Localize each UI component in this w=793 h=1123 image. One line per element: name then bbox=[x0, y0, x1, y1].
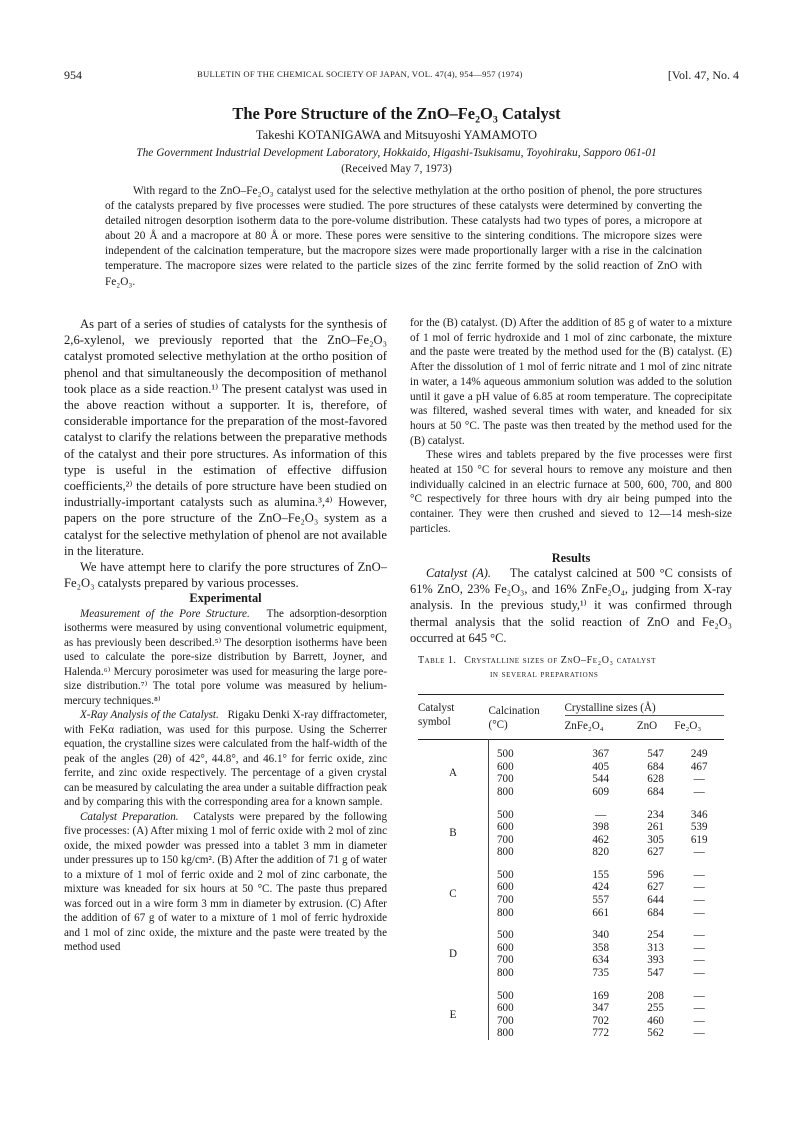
fe2o3-size-cell: 467 bbox=[690, 760, 708, 773]
znfe2o4-size-cell: 358 bbox=[592, 941, 609, 954]
fe2o3-size-cell: 346 bbox=[690, 808, 708, 821]
znfe2o4-size-cell: 820 bbox=[592, 846, 609, 859]
table-caption-line2: in several preparations bbox=[490, 668, 599, 680]
znfe2o4-size-cell: 347 bbox=[592, 1002, 609, 1015]
calcination-temp-cell: 600 bbox=[489, 942, 565, 955]
catalyst-a-paragraph bbox=[410, 565, 732, 645]
calcination-temp-cell: 600 bbox=[489, 1002, 565, 1015]
zno-size-cell: 684 bbox=[647, 906, 664, 919]
abstract: With regard to the ZnO–Fe₂O₃ catalyst used for the selective methylation at the ortho position of phenol, the pore structures of the catalysts prepared by five processes were studied. The pore structures of these catalysts were determined by converting the detailed nitrogen desorption isotherm data to the pore-volume distribution. These catalysts had two types of pores, a micropore at about 20 Å and a macropore at 80 Å or more. These pores were sensitive to the sintering conditions. The micropore sizes were independent of the calcination temperature, but the macropore sizes were made proportionally larger with a rise in the calcination temperature. The macropore sizes were related to the particle sizes of the zinc ferrite formed by the solid reaction of ZnO with Fe₂O₃. bbox=[105, 185, 702, 288]
znfe2o4-size-cell: 398 bbox=[592, 821, 609, 834]
calcination-temp-cell: 800 bbox=[489, 1027, 565, 1040]
header-crystalline-sizes: Crystalline sizes (Å) bbox=[565, 694, 725, 716]
header-calcination bbox=[489, 694, 565, 739]
fe2o3-size-cell: — bbox=[693, 906, 705, 919]
crystalline-size-table bbox=[418, 694, 724, 1040]
calcination-temp-cell: 500 bbox=[489, 740, 565, 761]
authors: Takeshi KOTANIGAWA and Mitsuyoshi YAMAMOTO bbox=[255, 128, 538, 142]
catalyst-symbol-cell: A bbox=[448, 767, 457, 780]
zno-size-cell: 684 bbox=[647, 760, 664, 773]
results-heading: Results bbox=[551, 550, 591, 565]
znfe2o4-size-cell: 661 bbox=[592, 906, 609, 919]
left-column bbox=[64, 316, 387, 955]
znfe2o4-size-cell: 702 bbox=[592, 1014, 609, 1027]
znfe2o4-size-cell: 155 bbox=[592, 868, 609, 881]
zno-size-cell: 596 bbox=[647, 868, 664, 881]
fe2o3-size-cell: — bbox=[693, 881, 705, 894]
intro-paragraph-1: As part of a series of studies of catalysts for the synthesis of 2,6-xylenol, we previously reported that the ZnO–Fe₂O₃ catalyst promoted selective methylation at the ortho position of phenol and that simultaneously the decomposition of methanol took place as a side reaction.¹⁾ The present catalyst was used in the above reaction without a supporter. It is, therefore, of considerable importance for the preparation of the most-favored catalyst to clarify the relations between the preparative methods of the catalyst and their pore structures. As information of this type is useful in the estimation of effective diffusion coefficients,²⁾ the details of pore structure have been studied on industrially-important catalysts such as alumina.³,⁴⁾ However, papers on the pore structure of the ZnO–Fe₂O₃ system as a catalyst for the selective methylation of phenol are not available in the literature. bbox=[64, 317, 387, 558]
table-caption-line1: Crystalline sizes of ZnO–Fe₂O₃ catalyst bbox=[464, 654, 657, 666]
fe2o3-size-cell: — bbox=[693, 868, 705, 881]
zno-size-cell: 234 bbox=[647, 808, 664, 821]
catalyst-symbol-cell: E bbox=[449, 1008, 457, 1021]
experimental-heading: Experimental bbox=[189, 591, 262, 606]
xray-paragraph bbox=[64, 708, 387, 810]
measurement-paragraph bbox=[64, 607, 387, 709]
fe2o3-size-cell: — bbox=[693, 929, 705, 942]
fe2o3-size-cell: — bbox=[693, 1027, 705, 1040]
zno-size-cell: 393 bbox=[647, 954, 664, 967]
znfe2o4-size-cell: 340 bbox=[592, 929, 609, 942]
catalyst-symbol-cell: B bbox=[449, 827, 457, 840]
paper-title: The Pore Structure of the ZnO–Fe₂O₃ Catalyst bbox=[232, 104, 561, 123]
zno-size-cell: 644 bbox=[647, 894, 664, 907]
calcination-temp-cell: 700 bbox=[489, 1015, 565, 1028]
received-date: (Received May 7, 1973) bbox=[341, 163, 452, 175]
znfe2o4-size-cell: 367 bbox=[592, 748, 609, 761]
calcination-temp-cell: 700 bbox=[489, 894, 565, 907]
calcination-temp-cell: 600 bbox=[489, 821, 565, 834]
right-column bbox=[410, 316, 732, 1040]
znfe2o4-size-cell: 462 bbox=[592, 833, 609, 846]
table-caption bbox=[410, 654, 732, 682]
catalyst-a-run-head: Catalyst (A). bbox=[426, 566, 491, 581]
zno-size-cell: 254 bbox=[647, 929, 664, 942]
header-catalyst-symbol bbox=[418, 694, 489, 739]
table-body bbox=[418, 740, 724, 1040]
znfe2o4-size-cell: 772 bbox=[592, 1027, 609, 1040]
volume-label: [Vol. 47, No. 4 bbox=[667, 68, 739, 82]
table-number: Table 1. bbox=[418, 654, 457, 666]
zno-size-cell: 562 bbox=[647, 1027, 664, 1040]
znfe2o4-size-cell: — bbox=[595, 808, 607, 821]
header-calc-line1: Calcination bbox=[488, 704, 540, 717]
fe2o3-size-cell: — bbox=[693, 989, 705, 1002]
zno-size-cell: 305 bbox=[647, 833, 664, 846]
table-row bbox=[418, 980, 724, 1003]
table-row bbox=[418, 799, 724, 822]
znfe2o4-size-cell: 634 bbox=[592, 954, 609, 967]
calcination-temp-cell: 500 bbox=[489, 980, 565, 1003]
table-row bbox=[418, 919, 724, 942]
znfe2o4-size-cell: 424 bbox=[592, 881, 609, 894]
header-zno: ZnO bbox=[636, 720, 658, 733]
treatment-paragraph: These wires and tablets prepared by the five processes were first heated at 150 °C for several hours to remove any moisture and then individually calcined in an electric furnace at 500, 600, 700, and 800 °C respectively for three hours with dry air being pumped into the container. They were then crushed and sieved to 12—14 mesh-size particles. bbox=[410, 449, 732, 535]
znfe2o4-size-cell: 544 bbox=[592, 773, 609, 786]
fe2o3-size-cell: — bbox=[693, 894, 705, 907]
fe2o3-size-cell: — bbox=[693, 773, 705, 786]
catalyst-symbol-cell: D bbox=[448, 948, 457, 961]
prep-continued-paragraph: for the (B) catalyst. (D) After the addition of 85 g of water to a mixture of 1 mol of ferric hydroxide and 1 mol of zinc carbonate, the mixture and the paste were treated by the method used for the (B) catalyst. (E) After the dissolution of 1 mol of ferric nitrate and 1 mol of zinc nitrate in water, a 14% aqueous ammonium solution was added to the solution until it gave a pH value of 6.85 at room temperature. The coprecipitate was filtered, washed several times with water, and kneaded for six hours at 50 °C. The paste was then treated by the method used for the (B) catalyst. bbox=[410, 317, 732, 447]
header-znfe2o4: ZnFe₂O₄ bbox=[564, 720, 604, 733]
fe2o3-size-cell: — bbox=[693, 846, 705, 859]
zno-size-cell: 261 bbox=[647, 821, 664, 834]
zno-size-cell: 628 bbox=[647, 773, 664, 786]
calcination-temp-cell: 500 bbox=[489, 859, 565, 882]
fe2o3-size-cell: — bbox=[693, 954, 705, 967]
prep-text: Catalysts were prepared by the following five processes: (A) After mixing 1 mol of ferric oxide with 2 mol of zinc oxide, the mixed powder was pressed into a tablet 3 mm in diameter under pressures up to 150 kg/cm². (B) After the addition of 71 g of water to a mixture of 1 mol of ferric oxide and 2 mol of zinc carbonate, the mixture was kneaded for six hours at 50 °C. The paste thus prepared was forced out in a wire form 3 mm in diameter by extrusion. (C) After the addition of 67 g of water to a mixture of 1 mol of ferric hydroxide and 1 mol of zinc oxide, the mixture and the paste were treated by the method used bbox=[64, 810, 387, 954]
catalyst-symbol-cell: C bbox=[449, 887, 457, 900]
header-calc-line2: (°C) bbox=[488, 719, 508, 732]
znfe2o4-size-cell: 405 bbox=[592, 760, 609, 773]
zno-size-cell: 627 bbox=[647, 846, 664, 859]
fe2o3-size-cell: 619 bbox=[690, 833, 708, 846]
zno-size-cell: 255 bbox=[647, 1002, 664, 1015]
prep-paragraph bbox=[64, 810, 387, 955]
fe2o3-size-cell: — bbox=[693, 1002, 705, 1015]
fe2o3-size-cell: — bbox=[693, 1014, 705, 1027]
xray-text: Rigaku Denki X-ray diffractometer, with FeKα radiation, was used for this purpose. Using the Scherrer equation, the crystalline sizes were calculated from the half-width of the peak of the angles (2θ) of 42°, 44.8°, and 46.1° for ferric oxide, zinc ferrite, and zinc oxide respectively. The percentage of a given crystal can be measured by calculating the area under a suitable diffraction peak and by comparing this with the corresponding area for a known sample. bbox=[64, 709, 387, 809]
page-number: 954 bbox=[64, 68, 82, 82]
fe2o3-size-cell: 249 bbox=[690, 748, 708, 761]
calcination-temp-cell: 800 bbox=[489, 907, 565, 920]
fe2o3-size-cell: — bbox=[693, 785, 705, 798]
zno-size-cell: 547 bbox=[647, 748, 664, 761]
calcination-temp-cell: 600 bbox=[489, 761, 565, 774]
affiliation: The Government Industrial Development Laboratory, Hokkaido, Higashi-Tsukisamu, Toyohiraku, Sapporo 061-01 bbox=[136, 147, 657, 159]
zno-size-cell: 547 bbox=[647, 967, 664, 980]
table-row bbox=[418, 740, 724, 761]
zno-size-cell: 313 bbox=[647, 941, 664, 954]
calcination-temp-cell: 800 bbox=[489, 967, 565, 980]
zno-size-cell: 460 bbox=[647, 1014, 664, 1027]
calcination-temp-cell: 500 bbox=[489, 919, 565, 942]
calcination-temp-cell: 700 bbox=[489, 834, 565, 847]
zno-size-cell: 208 bbox=[647, 989, 664, 1002]
catalyst-a-text: The catalyst calcined at 500 °C consists of 61% ZnO, 23% Fe₂O₃, and 16% ZnFe₂O₄, judging from X-ray analysis. In the previous study,¹⁾ it was confirmed through thermal analysis that the solid reaction of ZnO and Fe₂O₃ occurred at 645 °C. bbox=[410, 566, 732, 645]
measurement-run-head: Measurement of the Pore Structure. bbox=[80, 607, 250, 620]
fe2o3-size-cell: — bbox=[693, 967, 705, 980]
calcination-temp-cell: 700 bbox=[489, 773, 565, 786]
calcination-temp-cell: 800 bbox=[489, 786, 565, 799]
measurement-text: The adsorption-desorption isotherms were measured by using conventional volumetric equipment, as has previously been described.⁵⁾ The desorption isotherms have been used to calculate the pore-size distribution by Barrett, Joyner, and Halenda.⁶⁾ Mercury porosimeter was used for measuring the large pore-size distribution.⁷⁾ The total pore volume was measured by helium-mercury techniques.⁸⁾ bbox=[64, 607, 387, 707]
running-header bbox=[64, 68, 739, 84]
calcination-temp-cell: 700 bbox=[489, 954, 565, 967]
zno-size-cell: 684 bbox=[647, 785, 664, 798]
fe2o3-size-cell: 539 bbox=[690, 821, 708, 834]
table-row bbox=[418, 859, 724, 882]
header-fe2o3: Fe₂O₃ bbox=[674, 720, 702, 733]
fe2o3-size-cell: — bbox=[693, 941, 705, 954]
znfe2o4-size-cell: 735 bbox=[592, 967, 609, 980]
xray-run-head: X-Ray Analysis of the Catalyst. bbox=[80, 709, 219, 722]
calcination-temp-cell: 600 bbox=[489, 881, 565, 894]
intro-paragraph-2: We have attempt here to clarify the pore structures of ZnO–Fe₂O₃ catalysts prepared by various processes. bbox=[64, 560, 387, 591]
znfe2o4-size-cell: 169 bbox=[592, 989, 609, 1002]
prep-run-head: Catalyst Preparation. bbox=[80, 810, 179, 823]
zno-size-cell: 627 bbox=[647, 881, 664, 894]
calcination-temp-cell: 800 bbox=[489, 846, 565, 859]
calcination-temp-cell: 500 bbox=[489, 799, 565, 822]
znfe2o4-size-cell: 557 bbox=[592, 894, 609, 907]
znfe2o4-size-cell: 609 bbox=[592, 785, 609, 798]
header-symbol-line1: Catalyst bbox=[418, 701, 455, 714]
journal-citation: BULLETIN OF THE CHEMICAL SOCIETY OF JAPAN, VOL. 47(4), 954—957 (1974) bbox=[197, 69, 523, 79]
header-symbol-line2: symbol bbox=[418, 716, 451, 729]
